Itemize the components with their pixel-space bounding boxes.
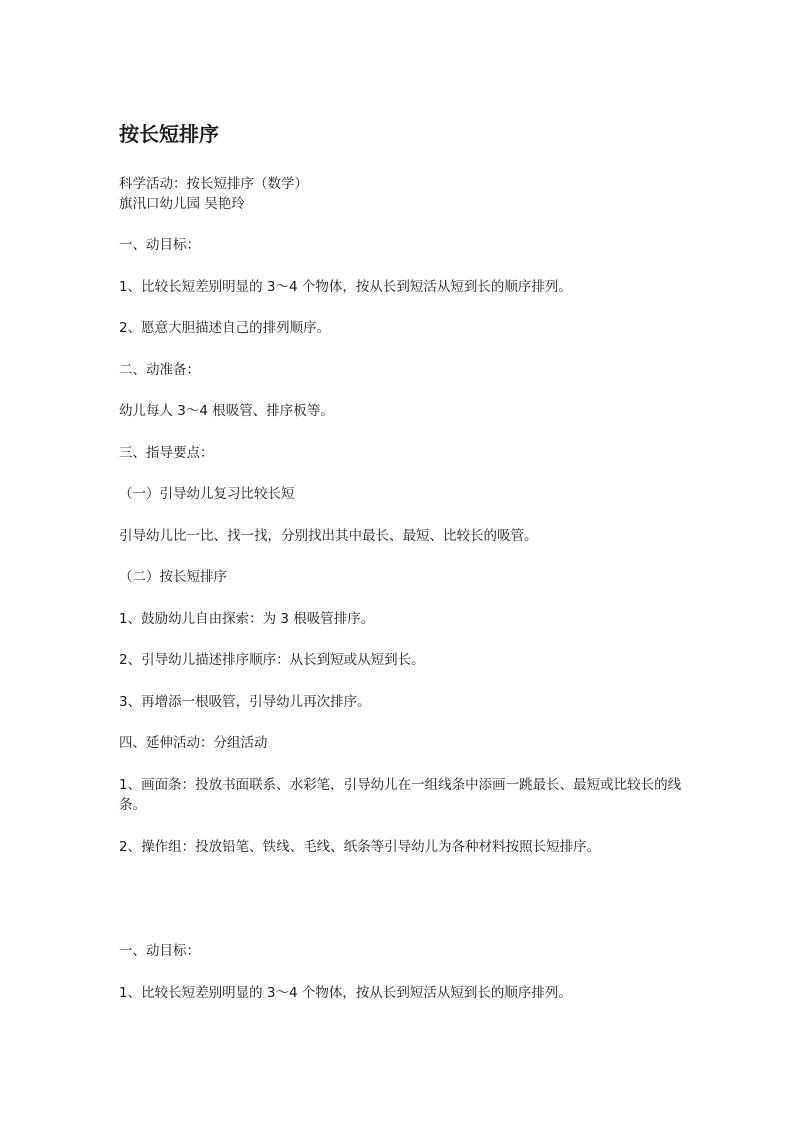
author-line: 旗汛口幼儿园 吴艳玲 — [119, 196, 245, 212]
paragraph: 引导幼儿比一比、找一找，分别找出其中最长、最短、比较长的吸管。 — [119, 528, 538, 544]
paragraph: 1、鼓励幼儿自由探索：为 3 根吸管排序。 — [119, 611, 375, 627]
activity-subtitle: 科学活动：按长短排序（数学） — [119, 176, 308, 192]
section-heading-guidance: 三、指导要点： — [119, 445, 214, 461]
subsection-heading: （一）引导幼儿复习比较长短 — [119, 486, 295, 502]
paragraph: 1、画面条：投放书面联系、水彩笔，引导幼儿在一组线条中添画一跳最长、最短或比较长的线条。 — [119, 777, 682, 813]
paragraph: 幼儿每人 3～4 根吸管、排序板等。 — [119, 403, 334, 419]
section-heading-goals-repeat: 一、动目标： — [119, 943, 200, 959]
paragraph: 3、再增添一根吸管，引导幼儿再次排序。 — [119, 694, 371, 710]
subsection-heading: （二）按长短排序 — [119, 569, 227, 585]
section-heading-extension: 四、延伸活动：分组活动 — [119, 735, 268, 751]
paragraph: 1、比较长短差别明显的 3～4 个物体，按从长到短活从短到长的顺序排列。 — [119, 985, 572, 1001]
section-heading-preparation: 二、动准备： — [119, 362, 200, 378]
document-title: 按长短排序 — [119, 122, 219, 146]
paragraph: 1、比较长短差别明显的 3～4 个物体，按从长到短活从短到长的顺序排列。 — [119, 279, 572, 295]
section-heading-goals: 一、动目标： — [119, 237, 200, 253]
paragraph: 2、愿意大胆描述自己的排列顺序。 — [119, 320, 331, 336]
paragraph: 2、操作组：投放铅笔、铁线、毛线、纸条等引导幼儿为各种材料按照长短排序。 — [119, 839, 601, 855]
paragraph: 2、引导幼儿描述排序顺序：从长到短或从短到长。 — [119, 652, 425, 668]
